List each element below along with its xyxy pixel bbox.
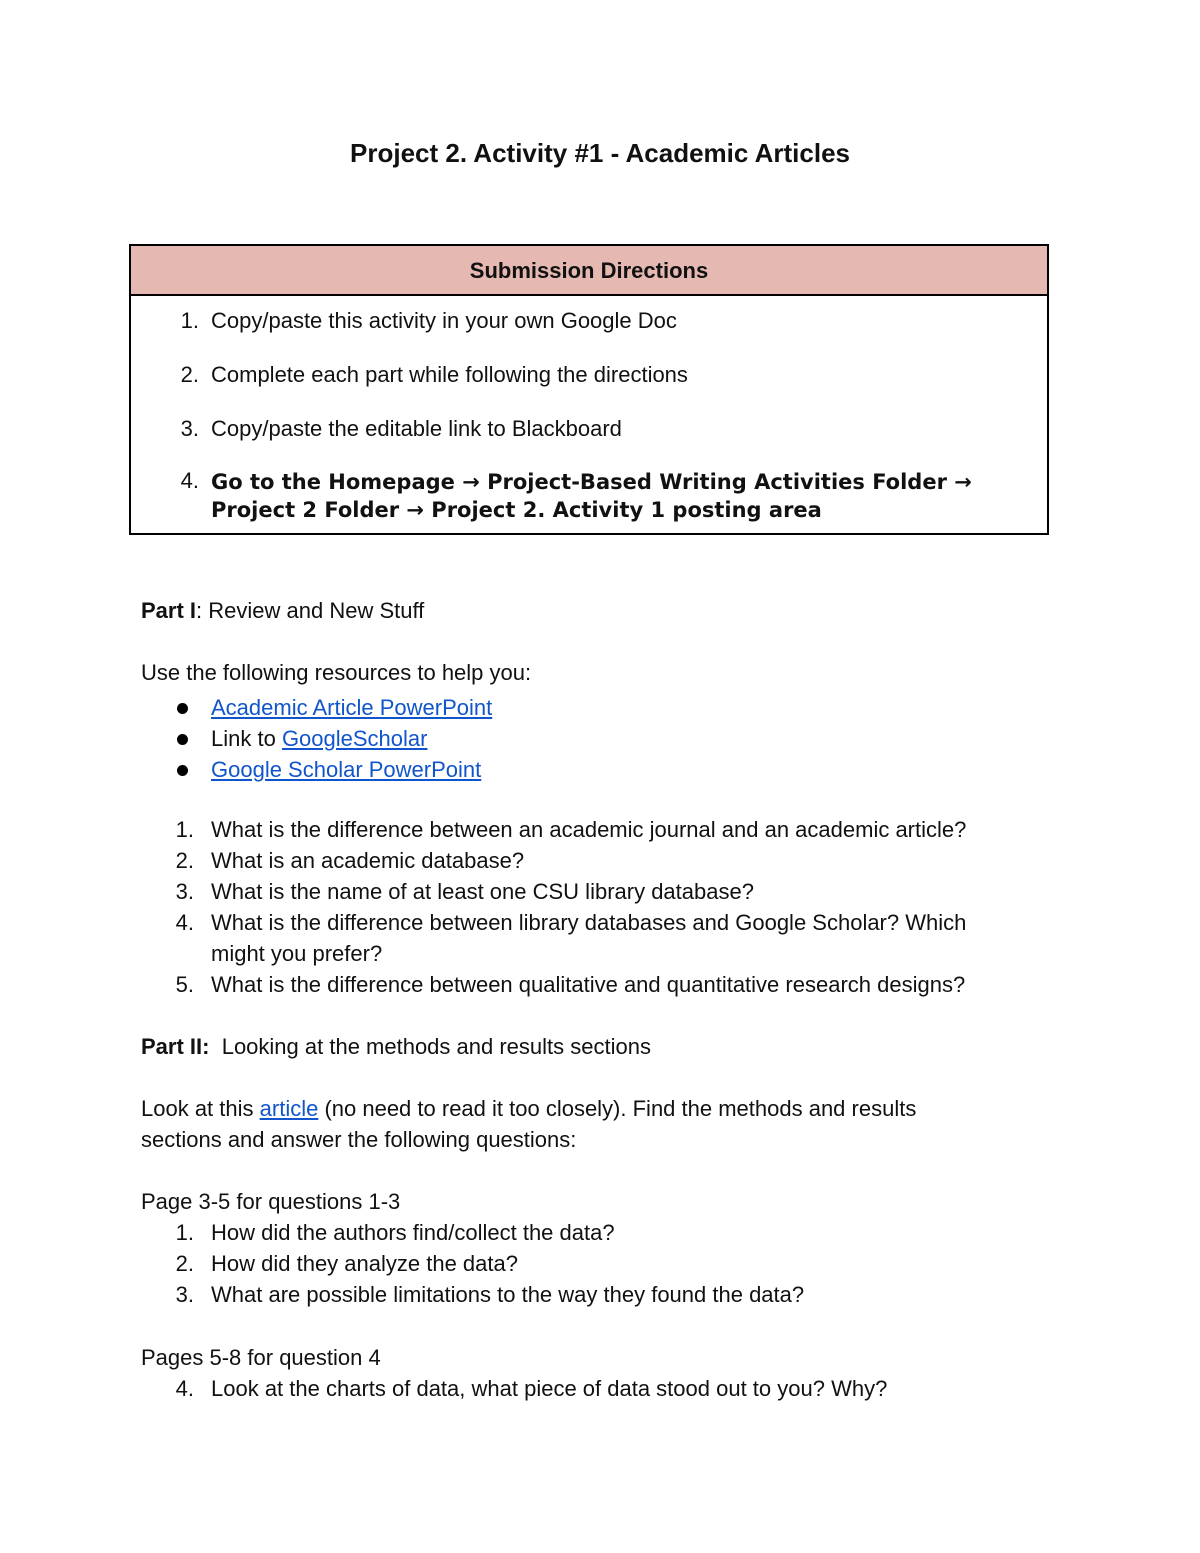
question-item: 3. What is the name of at least one CSU library database? xyxy=(175,879,754,904)
academic-article-powerpoint-link[interactable]: Academic Article PowerPoint xyxy=(211,695,493,720)
part2-heading: Part II: Looking at the methods and results sections xyxy=(141,1034,651,1059)
question-item: 4. What is the difference between library databases and Google Scholar? Which might you prefer? xyxy=(175,910,967,966)
google-scholar-powerpoint-link[interactable]: Google Scholar PowerPoint xyxy=(211,757,482,782)
group1-label: Page 3-5 for questions 1-3 xyxy=(141,1189,401,1214)
article-link[interactable]: article xyxy=(259,1096,319,1121)
list-item: Link to GoogleScholar xyxy=(0,723,1200,754)
list-item xyxy=(0,692,1200,723)
bullet-icon xyxy=(177,734,188,745)
group2-label: Pages 5-8 for question 4 xyxy=(141,1345,381,1370)
list-item xyxy=(0,754,1200,785)
question-item: 4. Look at the charts of data, what piece of data stood out to you? Why? xyxy=(175,1376,888,1401)
bullet-icon xyxy=(177,703,188,714)
google-scholar-link[interactable]: GoogleScholar xyxy=(281,726,428,751)
question-item: 2. What is an academic database? xyxy=(175,848,525,873)
submission-directions-header: Submission Directions xyxy=(131,246,1047,296)
resources-intro: Use the following resources to help you: xyxy=(141,660,532,685)
part1-heading: Part I: Review and New Stuff xyxy=(141,598,425,623)
question-item: 5. What is the difference between qualitative and quantitative research designs? xyxy=(175,972,966,997)
bullet-icon xyxy=(177,765,188,776)
question-item: 1. How did the authors find/collect the data? xyxy=(175,1220,615,1245)
question-item: 1. What is the difference between an academic journal and an academic article? xyxy=(175,817,967,842)
page-title: Project 2. Activity #1 - Academic Articles xyxy=(350,138,850,168)
question-item: 3. What are possible limitations to the way they found the data? xyxy=(175,1282,805,1307)
submission-directions-box: Submission Directions 1. Copy/paste this activity in your own Google Doc 2. Complete each part while following the directions 3. Copy/paste the editable link to Blackboard 4. Go to the Homepage → Project-Based Writing Activities Folder → Project 2 Folder → Project 2. Activity 1 posting area xyxy=(129,244,1049,535)
question-item: 2. How did they analyze the data? xyxy=(175,1251,518,1276)
article-instructions: Look at this article (no need to read it too closely). Find the methods and results sections and answer the following questions: xyxy=(141,1096,917,1152)
